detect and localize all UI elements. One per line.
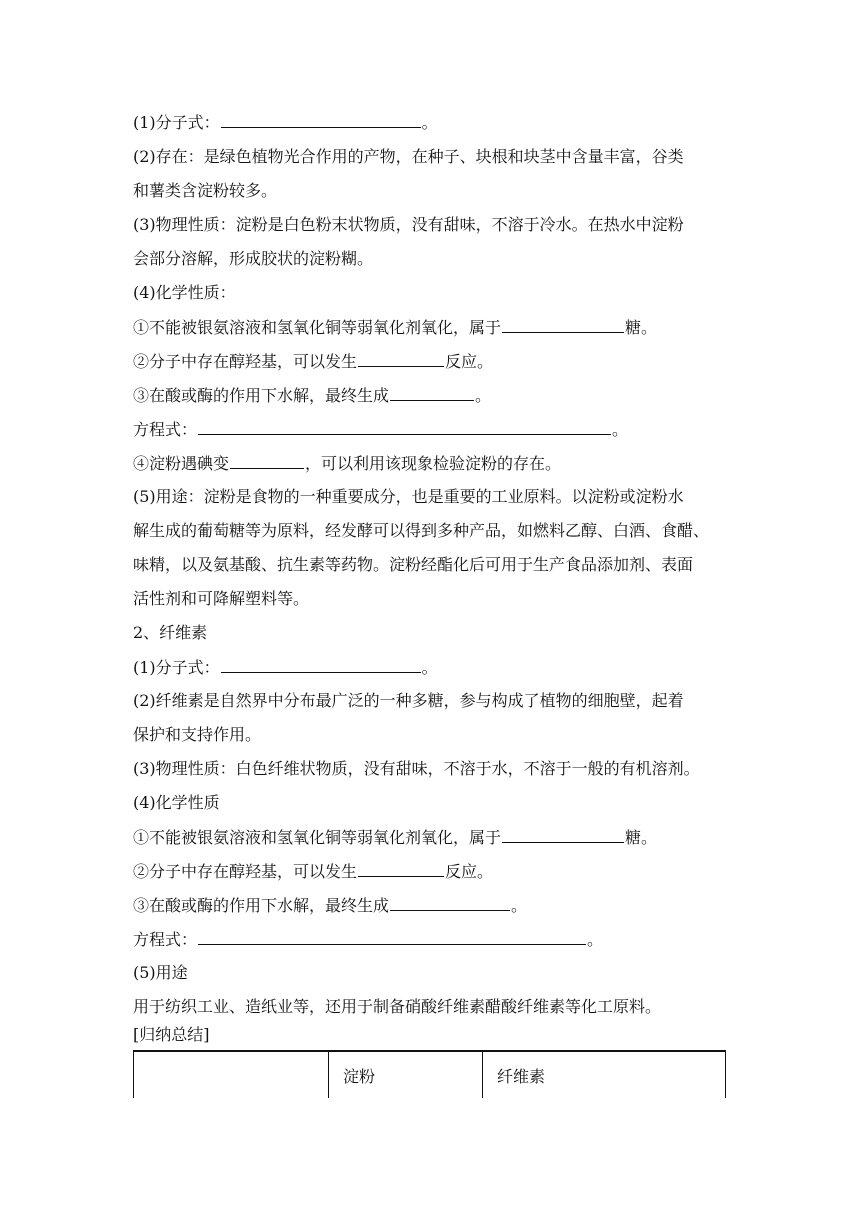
cellulose-chem-item-3: ③在酸或酶的作用下水解，最终生成 。	[133, 896, 528, 915]
cellulose-heading: 2、纤维素	[133, 623, 208, 642]
cellulose-physical-line: (3)物理性质：白色纤维状物质，没有甜味，不溶于水，不溶于一般的有机溶剂。	[133, 759, 700, 778]
starch-chem-item-2: ②分子中存在醇羟基，可以发生 反应。	[133, 352, 494, 371]
cellulose-chemical-heading: (4)化学性质	[133, 793, 220, 812]
starch-chem-item-4: ④淀粉遇碘变 ，可以利用该现象检验淀粉的存在。	[133, 454, 562, 473]
answer-blank[interactable]	[221, 112, 421, 128]
starch-uses-line-4: 活性剂和可降解塑料等。	[133, 589, 310, 608]
starch-uses-line-2: 解生成的葡萄糖等为原料，经发酵可以得到多种产品，如燃料乙醇、白酒、食醋、	[133, 521, 710, 540]
cellulose-uses-heading: (5)用途	[133, 963, 188, 982]
starch-uses-line-3: 味精，以及氨基酸、抗生素等药物。淀粉经酯化后可用于生产食品添加剂、表面	[133, 555, 694, 574]
answer-blank[interactable]	[358, 351, 444, 367]
table-header-cell-empty	[134, 1051, 329, 1098]
cellulose-existence-line-2: 保护和支持作用。	[133, 725, 262, 744]
table-header-cell-cellulose: 纤维素	[483, 1051, 726, 1098]
answer-blank[interactable]	[358, 861, 444, 877]
answer-blank[interactable]	[230, 453, 304, 469]
starch-existence-line-1: (2)存在：是绿色植物光合作用的产物，在种子、块根和块茎中含量丰富，谷类	[133, 147, 684, 166]
cellulose-chem-item-2: ②分子中存在醇羟基，可以发生 反应。	[133, 862, 494, 881]
cellulose-uses-text: 用于纺织工业、造纸业等，还用于制备硝酸纤维素醋酸纤维素等化工原料。	[133, 997, 662, 1016]
starch-equation-line: 方程式： 。	[133, 420, 629, 439]
cellulose-existence-line-1: (2)纤维素是自然界中分布最广泛的一种多糖，参与构成了植物的细胞壁，起着	[133, 691, 684, 710]
starch-formula-line: (1)分子式： 。	[133, 113, 438, 132]
table-header-cell-starch: 淀粉	[329, 1051, 483, 1098]
summary-table	[133, 1050, 726, 1098]
starch-physical-line-2: 会部分溶解，形成胶状的淀粉糊。	[133, 249, 374, 268]
starch-chem-item-1: ①不能被银氨溶液和氢氧化铜等弱氧化剂氧化，属于 糖。	[133, 318, 658, 337]
starch-chem-item-3: ③在酸或酶的作用下水解，最终生成 。	[133, 386, 492, 405]
cellulose-equation-line: 方程式： 。	[133, 930, 604, 949]
answer-blank[interactable]	[198, 419, 611, 435]
starch-uses-line-1: (5)用途：淀粉是食物的一种重要成分，也是重要的工业原料。以淀粉或淀粉水	[133, 487, 684, 506]
cellulose-formula-line: (1)分子式： 。	[133, 658, 438, 677]
formula-label: (1)分子式：	[133, 113, 220, 132]
starch-chemical-heading: (4)化学性质：	[133, 283, 236, 302]
answer-blank[interactable]	[198, 929, 586, 945]
table-header-row	[134, 1051, 726, 1098]
cellulose-chem-item-1: ①不能被银氨溶液和氢氧化铜等弱氧化剂氧化，属于 糖。	[133, 828, 658, 847]
answer-blank[interactable]	[221, 657, 421, 673]
answer-blank[interactable]	[390, 895, 510, 911]
starch-physical-line-1: (3)物理性质：淀粉是白色粉末状物质，没有甜味，不溶于冷水。在热水中淀粉	[133, 215, 684, 234]
answer-blank[interactable]	[390, 385, 474, 401]
summary-heading: [归纳总结]	[133, 1025, 210, 1044]
answer-blank[interactable]	[502, 317, 624, 333]
starch-existence-line-2: 和薯类含淀粉较多。	[133, 181, 278, 200]
answer-blank[interactable]	[502, 827, 624, 843]
